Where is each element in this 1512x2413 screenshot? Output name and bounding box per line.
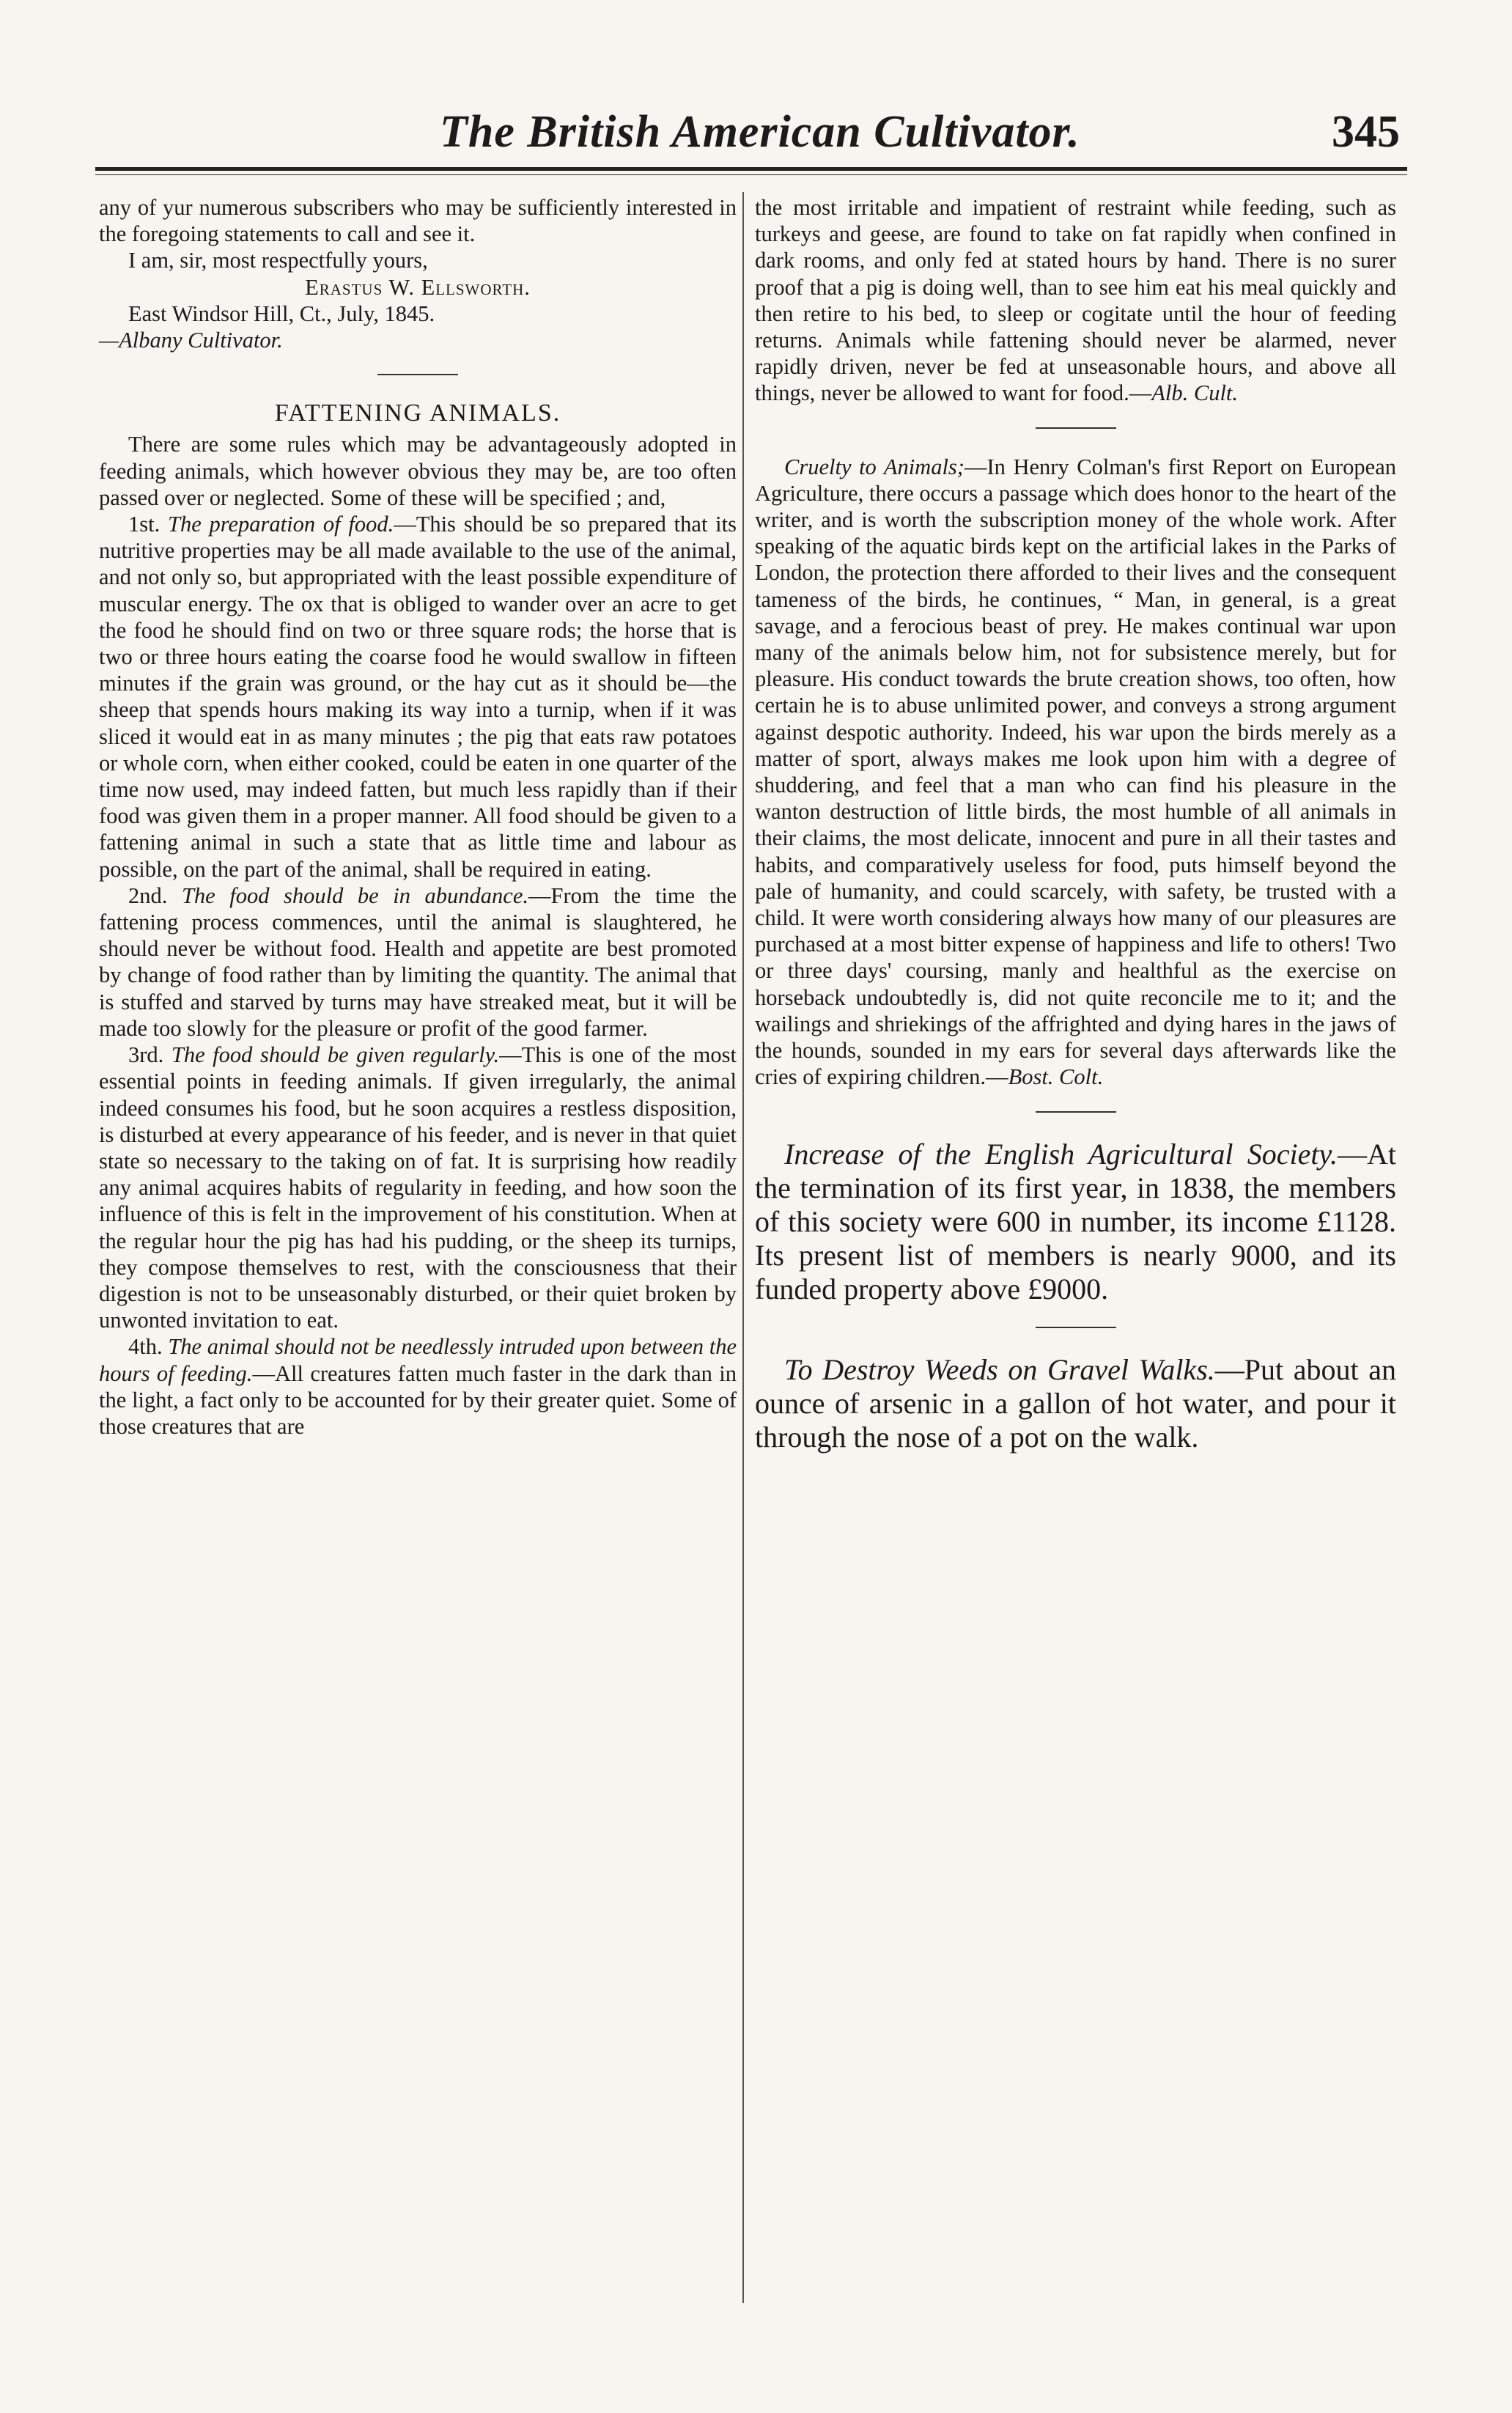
rule-number: 4th. xyxy=(128,1334,163,1360)
weeds-title: To Destroy Weeds on Gravel Walks. xyxy=(784,1352,1215,1386)
continuation-text: the most irritable and impatient of restraint while feeding, such as turkeys and geese, are found to take on fat rapidly when confined in dark rooms, and only fed at stated hours by hand. There is no surer proof that a pig is doing well, than to see him eat his meal quickly and then retire to his bed, to sleep or cogitate until the hour of feeding returns. Animals while fattening should never be alarmed, never rapidly driven, never be fed at unseasonable hours, and above all things, never be allowed to want for food.— xyxy=(755,195,1396,406)
fattening-continuation xyxy=(755,194,1396,407)
rule-number: 3rd. xyxy=(128,1042,164,1068)
rule-number: 2nd. xyxy=(128,883,168,908)
rule-title: The animal should not be needlessly intruded upon between the hours of feeding. xyxy=(99,1334,737,1386)
page-number: 345 xyxy=(1332,107,1400,157)
rule-second xyxy=(99,883,737,1042)
page-header xyxy=(95,88,1415,169)
rule-first xyxy=(99,511,737,883)
rule-body: —From the time the fattening process commences, until the animal is slaughtered, he should never be without food. Health and appetite are best promoted by change of food rather than by limiting the quantity. The animal that is stuffed and starved by turns may have streaked meat, but it will be made too slowly for the pleasure or profit of the good farmer. xyxy=(99,883,737,1041)
column-divider xyxy=(742,192,744,2303)
rule-title: The food should be in abundance. xyxy=(181,883,529,908)
rule-body: —This is one of the most essential points in feeding animals. If given irregularly, the animal indeed consumes his food, but he soon acquires a restless disposition, is disturbed at every appearance of his feeder, and is never in that quiet state so necessary to the taking on of fat. It is surprising how readily any animal acquires habits of regularity in feeding, and how soon the influence of this is felt in the improvement of his constitution. When at the regular hour the pig has had his pudding, or the sheep its turnips, they compose themselves to rest, with the consciousness that their digestion is not to be unseasonably disturbed, or their quiet broken by unwonted invitation to eat. xyxy=(99,1042,737,1333)
continuation-source: Alb. Cult. xyxy=(1151,380,1239,406)
letter-location: East Windsor Hill, Ct., July, 1845. xyxy=(128,301,435,326)
left-column xyxy=(99,194,737,1440)
section-separator xyxy=(1036,427,1116,429)
rule-title: The preparation of food. xyxy=(167,512,394,537)
letter-continuation: any of yur numerous subscribers who may be sufficiently interested in the foregoing statements to call and see it. xyxy=(99,195,737,247)
article-heading: FATTENING ANIMALS. xyxy=(274,399,561,427)
article-intro: There are some rules which may be advantageously adopted in feeding animals, which however obvious they may be, are too often passed over or neglected. Some of these will be specified ; and, xyxy=(99,432,737,510)
society-title: Increase of the English Agricultural Society. xyxy=(784,1137,1338,1171)
section-separator xyxy=(1036,1111,1116,1113)
rule-third xyxy=(99,1042,737,1333)
header-rule xyxy=(95,167,1407,175)
rule-title: The food should be given regularly. xyxy=(171,1042,500,1068)
letter-signature: Erastus W. Ellsworth. xyxy=(305,274,531,300)
rule-number: 1st. xyxy=(128,512,161,537)
right-column xyxy=(755,194,1396,1454)
cruelty-article xyxy=(755,454,1396,1091)
weeds-article xyxy=(755,1353,1396,1454)
publication-title: The British American Cultivator. xyxy=(440,107,1080,157)
cruelty-body: —In Henry Colman's first Report on European Agriculture, there occurs a passage which does honor to the heart of the writer, and is worth the subscription money of the whole work. After speaking of the aquatic birds kept on the artificial lakes in the Parks of London, the protection there afforded to their lives and the consequent tameness of the birds, he continues, “ Man, in general, is a great savage, and a ferocious beast of prey. He makes continual war upon many of the animals below him, not for subsistence merely, but for pleasure. His conduct towards the brute creation shows, too often, how certain he is to abuse unlimited power, and conveys a strong argument against despotic authority. Indeed, his war upon the birds merely as a matter of sport, always makes me look upon him with a degree of shuddering, and feel that a man who can find his pleasure in the wanton destruction of little birds, the most humble of all animals in their claims, the most delicate, innocent and pure in all their tastes and habits, and comparatively useless for food, puts himself beyond the pale of humanity, and could scarcely, with safety, be trusted with a child. It were worth considering always how many of our pleasures are purchased at a most bitter expense of happiness and life to others! Two or three days' coursing, manly and healthful as the exercise on horseback undoubtedly is, did not quite reconcile me to it; and the wailings and shriekings of the affrighted and dying hares in the jaws of the hounds, sounded in my ears for several days afterwards like the cries of expiring children.— xyxy=(755,454,1396,1090)
letter-closing: I am, sir, most respectfully yours, xyxy=(128,248,428,273)
cruelty-source: Bost. Colt. xyxy=(1008,1064,1104,1090)
section-separator xyxy=(377,374,458,375)
rule-body: —All creatures fatten much faster in the dark than in the light, a fact only to be accounted for by their greater quiet. Some of those creatures that are xyxy=(99,1360,737,1439)
cruelty-title: Cruelty to Animals; xyxy=(784,454,965,479)
rule-fourth xyxy=(99,1333,737,1440)
letter-source: —Albany Cultivator. xyxy=(99,328,283,353)
rule-body: —This should be so prepared that its nutritive properties may be all made available to the use of the animal, and not only so, but appropriated with the least possible expenditure of muscular energy. The ox that is obliged to wander over an acre to get the food he should find on two or three square rods; the horse that is two or three hours eating the coarse food he would swallow in fifteen minutes if the grain was ground, or the hay cut as it should be—the sheep that spends hours making its way into a turnip, when if it was sliced it would eat in as many minutes ; the pig that eats raw potatoes or whole corn, when either cooked, could be eaten in one quarter of the time now used, may indeed fatten, but much less rapidly than if their food was given them in a proper manner. All food should be given to a fattening animal in such a state that as little time and labour as possible, on the part of the animal, shall be required in eating. xyxy=(99,512,737,882)
weeds-body: —Put about an ounce of arsenic in a gallon of hot water, and pour it through the nose of a pot on the walk. xyxy=(755,1352,1397,1454)
section-separator xyxy=(1036,1327,1116,1328)
society-body: —At the termination of its first year, in 1838, the members of this society were 600 in number, its income £1128. Its present list of members is nearly 9000, and its funded property above £9000. xyxy=(755,1137,1396,1305)
society-article xyxy=(755,1138,1396,1306)
